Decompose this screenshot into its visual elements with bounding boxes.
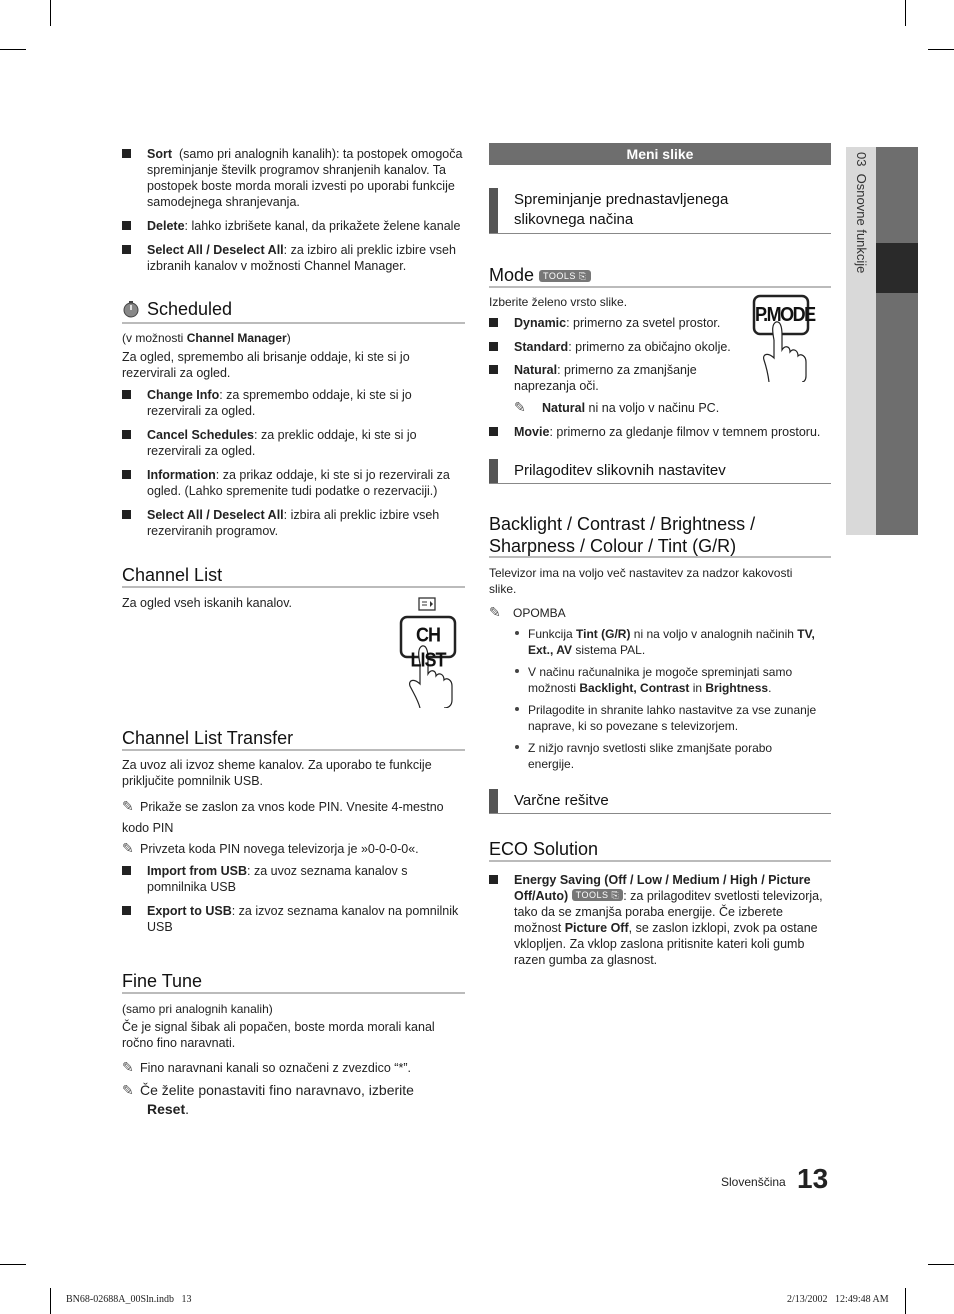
crop-mark bbox=[0, 1264, 26, 1265]
dot-bullet-icon bbox=[515, 669, 519, 673]
note-item: Prilagodite in shranite lahko nastavitve za vse zunanje naprave, ki so povezane s televizorjem. bbox=[528, 703, 817, 733]
section-title: Scheduled bbox=[147, 299, 233, 319]
side-tab-label: 03 Osnovne funkcije bbox=[854, 152, 869, 274]
crop-mark bbox=[50, 0, 51, 26]
list-item: Import from USB: za uvoz seznama kanalov s pomnilnika USB bbox=[122, 863, 442, 895]
menu-header: Meni slike bbox=[489, 143, 831, 165]
dot-bullet-icon bbox=[515, 707, 519, 711]
square-bullet-icon bbox=[122, 221, 131, 230]
tools-icon: TOOLS ⎘ bbox=[572, 889, 624, 901]
context-text: (samo pri analognih kanalih) bbox=[122, 1002, 273, 1016]
list-item: Movie: primerno za gledanje filmov v temnem prostoru. bbox=[489, 424, 831, 440]
body-text: Za ogled vseh iskanih kanalov. bbox=[122, 596, 293, 610]
sub-heading: Varčne rešitve bbox=[489, 789, 831, 814]
note-pencil-icon: ✎ bbox=[122, 840, 134, 856]
list-item: Select All / Deselect All: izbira ali preklic izbire vseh rezerviranih programov. bbox=[122, 507, 462, 539]
list-item: Cancel Schedules: za preklic oddaje, ki ste si jo rezervirali za ogled. bbox=[122, 427, 457, 459]
clock-icon bbox=[122, 300, 140, 318]
section-title: Channel List bbox=[122, 565, 223, 585]
square-bullet-icon bbox=[122, 390, 131, 399]
crop-mark bbox=[928, 49, 954, 50]
square-bullet-icon bbox=[122, 149, 131, 158]
square-bullet-icon bbox=[489, 875, 498, 884]
p-mode-remote-button: P.MODE bbox=[752, 294, 814, 382]
list-item: Export to USB: za izvoz seznama kanalov na pomnilnik USB bbox=[122, 903, 462, 935]
note-pencil-icon: ✎ bbox=[122, 798, 134, 814]
footer-date: 2/13/2002 12:49:48 AM bbox=[787, 1294, 889, 1305]
section-rule bbox=[122, 586, 465, 588]
square-bullet-icon bbox=[122, 470, 131, 479]
list-item: Select All / Deselect All: za izbiro ali preklic izbire vseh izbranih kanalov v možnosti Channel Manager. bbox=[122, 242, 467, 274]
square-bullet-icon bbox=[122, 906, 131, 915]
heading-bar bbox=[489, 188, 498, 233]
sub-heading: Spreminjanje prednastavljenega slikovnega načina bbox=[489, 188, 831, 234]
note: ✎ Fino naravnani kanali so označeni z zvezdico “*”. bbox=[122, 1059, 411, 1075]
section-title: ECO Solution bbox=[489, 839, 599, 859]
channel-list-icon bbox=[418, 597, 436, 611]
note-pencil-icon: ✎ bbox=[514, 399, 526, 415]
crop-mark bbox=[0, 49, 26, 50]
dot-bullet-icon bbox=[515, 631, 519, 635]
square-bullet-icon bbox=[122, 430, 131, 439]
footer-file: BN68-02688A_00Sln.indb 13 bbox=[66, 1294, 192, 1305]
intro-text: Za uvoz ali izvoz sheme kanalov. Za uporabo te funkcije priključite pomnilnik USB. bbox=[122, 758, 432, 788]
side-tab-dark bbox=[876, 147, 918, 535]
section-title: Channel List Transfer bbox=[122, 728, 294, 748]
list-item: Dynamic: primerno za svetel prostor. bbox=[489, 315, 749, 331]
intro-text: Če je signal šibak ali popačen, boste morda morali kanal ročno fino naravnati. bbox=[122, 1020, 435, 1050]
list-item: Information: za prikaz oddaje, ki ste si jo rezervirali za ogled. (Lahko spremenite tudi podatke o rezervaciji.) bbox=[122, 467, 462, 499]
square-bullet-icon bbox=[489, 427, 498, 436]
note-pencil-icon: ✎ bbox=[122, 1059, 134, 1075]
note-heading: ✎ OPOMBA bbox=[489, 604, 566, 620]
footer-language: Slovenščina bbox=[721, 1175, 786, 1189]
list-item: Delete: lahko izbrišete kanal, da prikažete želene kanale bbox=[122, 218, 467, 234]
note-item: Z nižjo ravnjo svetlosti slike zmanjšate porabo energije. bbox=[528, 741, 773, 771]
note-pencil-icon: ✎ bbox=[489, 604, 501, 620]
tools-icon: TOOLS ⎘ bbox=[539, 270, 591, 282]
square-bullet-icon bbox=[122, 510, 131, 519]
crop-mark bbox=[50, 1288, 51, 1314]
section-rule bbox=[122, 322, 465, 324]
square-bullet-icon bbox=[122, 245, 131, 254]
crop-mark bbox=[905, 1288, 906, 1314]
list-item: Energy Saving (Off / Low / Medium / High / Picture Off/Auto) TOOLS ⎘ : za prilagoditev svetlosti televizorja, tako da se zmanjša poraba energije. Če izberete možnost Picture Off, se zaslon izklopi, zvok pa ostane vklopljen. Za vklop zaslona pritisnite kateri koli gumb razen gumba za glasnost. bbox=[489, 872, 829, 968]
dot-bullet-icon bbox=[515, 745, 519, 749]
section-title: Backlight / Contrast / Brightness / Sharpness / Colour / Tint (G/R) bbox=[489, 514, 756, 556]
list-item: Sort (samo pri analognih kanalih): ta postopek omogoča spreminjanje številk programov shranjenih kanalov. Ta postopek boste morda morali izvesti po uporabi funkcije samodejnega shranjevanja. bbox=[122, 146, 467, 210]
intro-text: Televizor ima na voljo več nastavitev za nadzor kakovosti slike. bbox=[489, 566, 793, 596]
square-bullet-icon bbox=[489, 318, 498, 327]
intro-text: Izberite želeno vrsto slike. bbox=[489, 295, 628, 309]
note: ✎ Prikaže se zaslon za vnos kode PIN. Vnesite 4-mestno kodo PIN bbox=[122, 798, 444, 835]
list-item: Natural: primerno za zmanjšanje naprezanja oči. bbox=[489, 362, 699, 394]
section-rule bbox=[122, 992, 465, 994]
section-rule bbox=[122, 749, 465, 751]
note-item: Funkcija Tint (G/R) ni na voljo v analognih načinih TV, Ext., AV sistema PAL. bbox=[528, 627, 815, 657]
context-text: (v možnosti Channel Manager) bbox=[122, 331, 291, 345]
section-rule bbox=[489, 860, 831, 862]
page-number: 13 bbox=[797, 1163, 829, 1194]
side-tab-marker bbox=[876, 243, 918, 293]
section-title: Mode TOOLS ⎘ bbox=[489, 264, 591, 286]
section-rule bbox=[489, 286, 831, 288]
square-bullet-icon bbox=[489, 365, 498, 374]
list-item: Standard: primerno za običajno okolje. bbox=[489, 339, 749, 355]
square-bullet-icon bbox=[122, 866, 131, 875]
square-bullet-icon bbox=[489, 342, 498, 351]
note-item: V načinu računalnika je mogoče spreminjati samo možnosti Backlight, Contrast in Brightness. bbox=[528, 665, 793, 695]
note: ✎ Če želite ponastaviti fino naravnavo, izberite Reset. bbox=[122, 1082, 414, 1117]
list-item: Change Info: za spremembo oddaje, ki ste si jo rezervirali za ogled. bbox=[122, 387, 457, 419]
ch-list-remote-button: CH LIST bbox=[398, 614, 460, 708]
note: ✎ Natural ni na voljo v načinu PC. bbox=[514, 399, 720, 415]
heading-bar bbox=[489, 789, 498, 813]
crop-mark bbox=[905, 0, 906, 26]
section-rule bbox=[489, 556, 831, 558]
section-title: Fine Tune bbox=[122, 971, 203, 991]
intro-text: Za ogled, spremembo ali brisanje oddaje, ki ste si jo rezervirali za ogled. bbox=[122, 350, 410, 380]
crop-mark bbox=[928, 1264, 954, 1265]
sub-heading: Prilagoditev slikovnih nastavitev bbox=[489, 459, 831, 484]
note-pencil-icon: ✎ bbox=[122, 1082, 134, 1098]
heading-bar bbox=[489, 459, 498, 483]
note: ✎ Privzeta koda PIN novega televizorja je »0-0-0-0«. bbox=[122, 840, 419, 856]
